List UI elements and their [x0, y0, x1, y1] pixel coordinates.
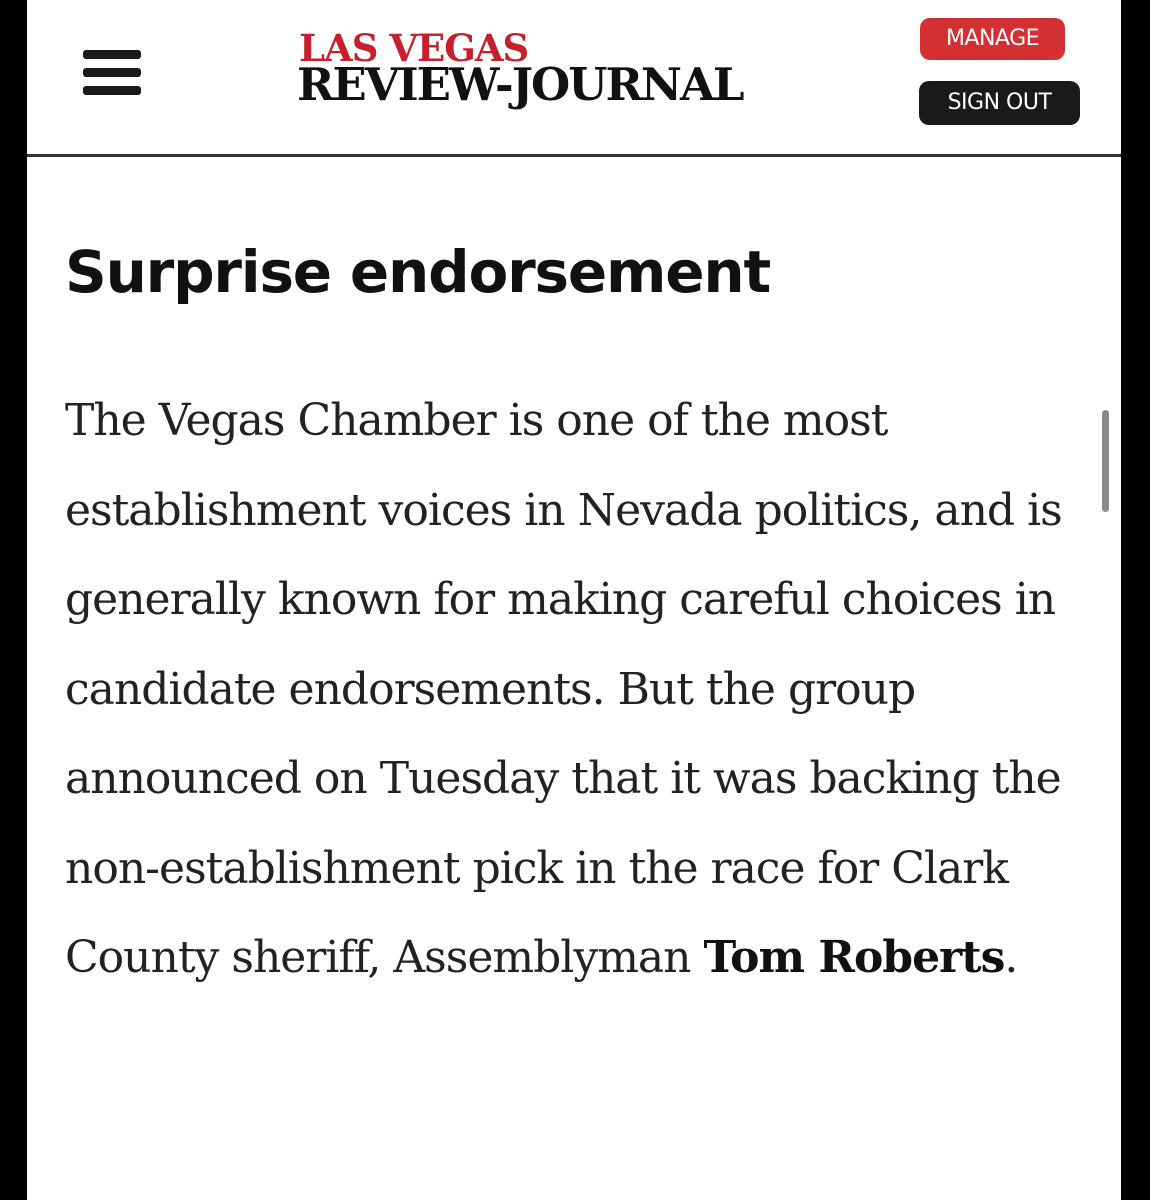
- menu-bar: [83, 86, 141, 95]
- article-headline: Surprise endorsement: [65, 238, 770, 306]
- site-header: [27, 0, 1121, 157]
- paragraph-text: The Vegas Chamber is one of the most establishment voices in Nevada politics, and is generally known for making careful choices in candidate endorsements. But the group announced on Tuesday that it was backing the non-establishment pick in the race for Clark County sheriff, Assemblyman: [65, 395, 1062, 983]
- menu-bar: [83, 50, 141, 59]
- manage-button[interactable]: MANAGE: [920, 18, 1065, 60]
- logo-line-top: LAS VEGAS: [299, 26, 529, 70]
- scrollbar-thumb[interactable]: [1102, 410, 1109, 512]
- article-section: [65, 230, 1085, 983]
- logo-line-bottom: REVIEW-JOURNAL: [297, 58, 743, 111]
- paragraph-end: .: [1004, 932, 1018, 983]
- article-paragraph: [65, 376, 1085, 1003]
- menu-bar: [83, 68, 141, 77]
- app-screen: [27, 0, 1121, 1200]
- site-logo[interactable]: [297, 28, 867, 120]
- candidate-name: Tom Roberts: [703, 932, 1005, 983]
- hamburger-menu-icon[interactable]: [79, 48, 147, 100]
- sign-out-button[interactable]: SIGN OUT: [919, 81, 1080, 125]
